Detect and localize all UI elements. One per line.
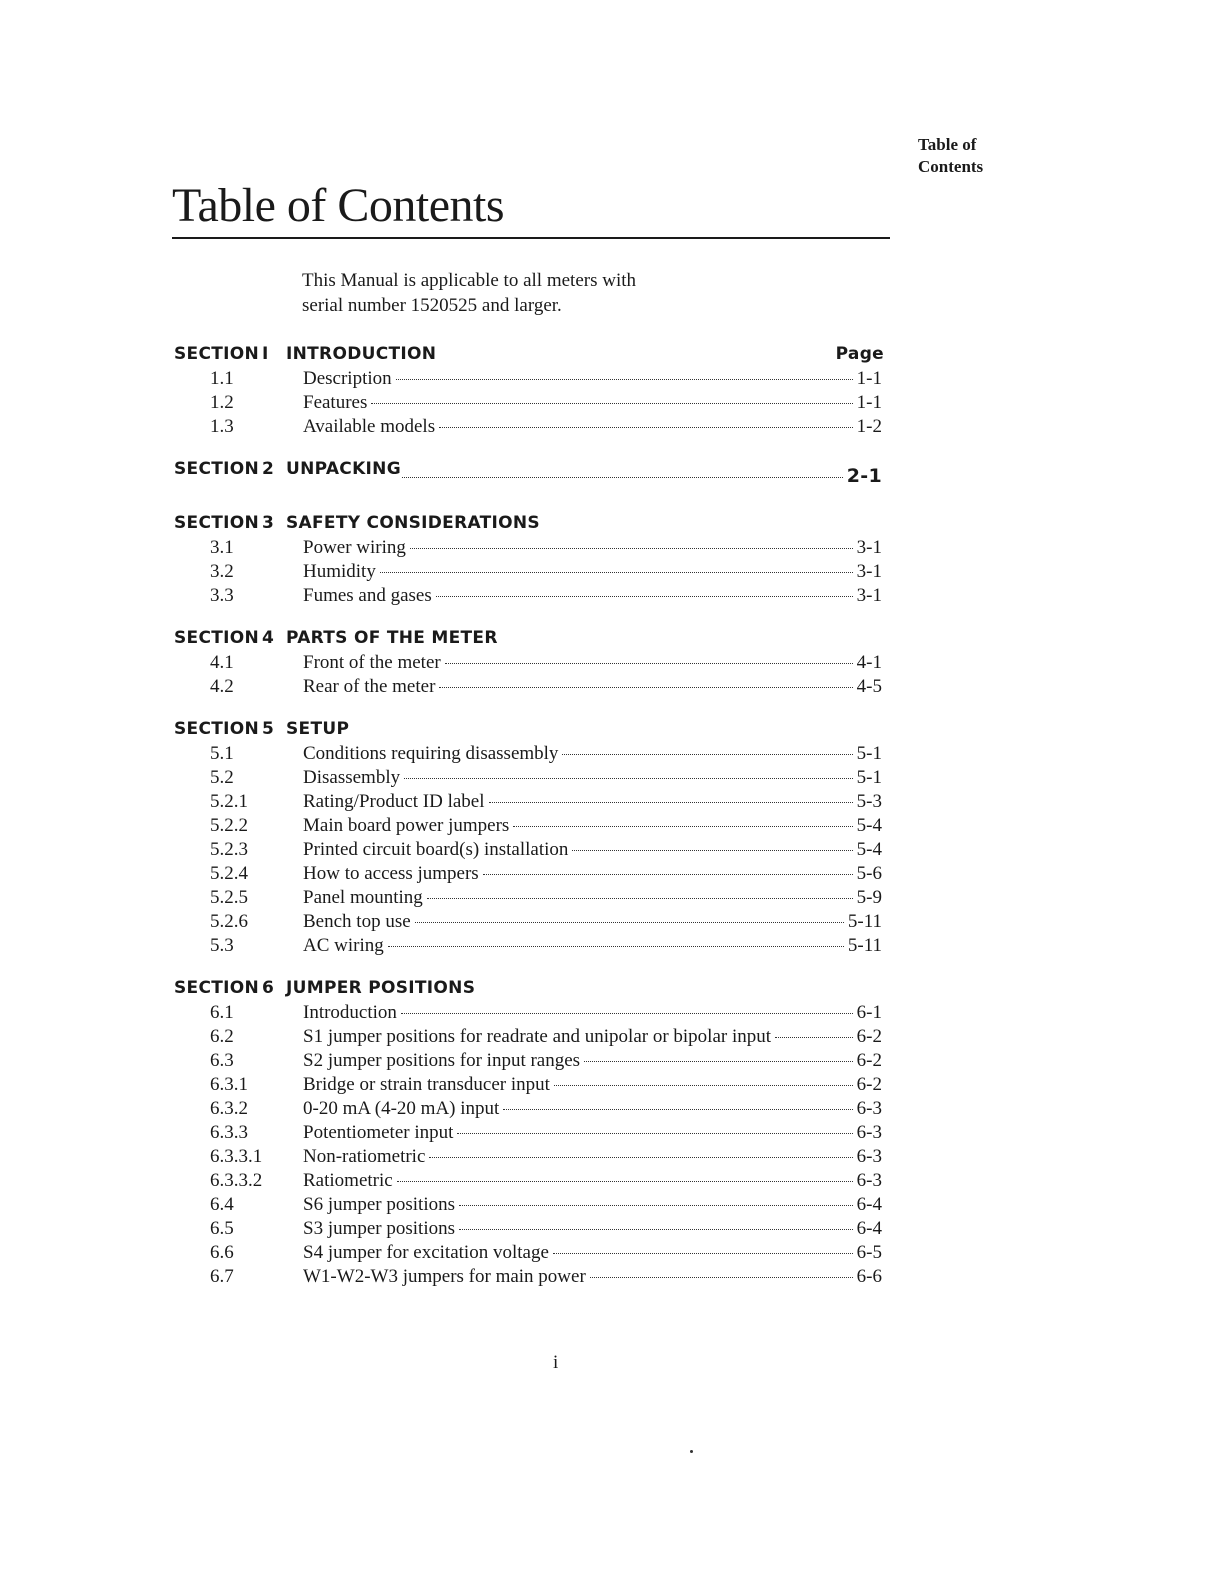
toc-entry [172,814,892,838]
toc-section [172,457,892,493]
dot-leader [397,1181,853,1182]
entry-line [303,1121,882,1145]
entry-page: 5-11 [847,935,882,956]
toc-section [172,976,892,1289]
section-title: SETUP [286,719,350,739]
dot-leader [436,596,853,597]
entry-line [303,1145,882,1169]
entry-label: Humidity [303,561,376,582]
entry-number: 4.2 [210,676,234,697]
entry-line [303,1169,882,1193]
toc-entry [172,1073,892,1097]
entry-line [303,584,882,608]
section-page-entry [398,465,882,489]
entry-page: 4-1 [856,652,882,673]
entry-page: 6-2 [856,1074,882,1095]
dot-leader [553,1253,853,1254]
toc-entry [172,1097,892,1121]
dot-leader [483,874,853,875]
entry-page: 6-3 [856,1098,882,1119]
entry-label: Potentiometer input [303,1122,454,1143]
entry-line [303,814,882,838]
section-title: SAFETY CONSIDERATIONS [286,513,540,533]
entry-label: Conditions requiring disassembly [303,743,559,764]
section-title: UNPACKING [286,459,401,479]
section-number: I [262,344,269,364]
section-heading [172,976,892,1001]
entry-page: 5-9 [856,887,882,908]
scan-speck [690,1450,693,1453]
entry-label: Printed circuit board(s) installation [303,839,569,860]
toc-entry [172,1121,892,1145]
entry-page: 6-3 [856,1122,882,1143]
entry-line [303,560,882,584]
entry-page: 5-1 [856,767,882,788]
toc-entry [172,1193,892,1217]
dot-leader [380,572,853,573]
section-number: 2 [262,459,275,479]
dot-leader [489,802,853,803]
entry-number: 5.2 [210,767,234,788]
entry-number: 5.2.3 [210,839,248,860]
toc-entry [172,838,892,862]
entry-page: 5-4 [856,815,882,836]
dot-leader [439,427,853,428]
entry-label: Fumes and gases [303,585,432,606]
dot-leader [410,548,853,549]
page-title: Table of Contents [172,179,505,232]
entry-label: Available models [303,416,436,437]
entry-line [303,651,882,675]
entry-label: W1-W2-W3 jumpers for main power [303,1266,586,1287]
dot-leader [513,826,852,827]
toc-entry [172,1145,892,1169]
entry-label: Rating/Product ID label [303,791,485,812]
entry-page: 6-2 [856,1026,882,1047]
entry-line [303,790,882,814]
dot-leader [415,922,844,923]
toc-entry [172,742,892,766]
entry-page: 6-5 [856,1242,882,1263]
dot-leader [590,1277,853,1278]
entry-number: 3.2 [210,561,234,582]
entry-label: AC wiring [303,935,384,956]
entry-number: 5.2.5 [210,887,248,908]
toc-entry [172,790,892,814]
section-heading [172,511,892,536]
toc-entry [172,1049,892,1073]
toc-entry [172,1169,892,1193]
entry-label: 0-20 mA (4-20 mA) input [303,1098,500,1119]
dot-leader [371,403,852,404]
entry-number: 6.3 [210,1050,234,1071]
entry-label: Bench top use [303,911,411,932]
dot-leader [404,778,853,779]
entry-line [303,886,882,910]
entry-line [303,1217,882,1241]
entry-label: Power wiring [303,537,406,558]
entry-page: 4-5 [856,676,882,697]
entry-page: 6-4 [856,1194,882,1215]
entry-label: S2 jumper positions for input ranges [303,1050,581,1071]
page-column-header: Page [835,344,884,364]
entry-page: 6-4 [856,1218,882,1239]
dot-leader [401,1013,853,1014]
entry-number: 6.3.3.2 [210,1170,263,1191]
entry-page: 5-6 [856,863,882,884]
entry-number: 6.6 [210,1242,234,1263]
section-heading [172,626,892,651]
entry-line [303,1265,882,1289]
toc-entry [172,766,892,790]
entry-page: 1-1 [856,392,882,413]
toc-entry [172,584,892,608]
toc-section [172,511,892,608]
section-word: SECTION [174,344,260,364]
entry-number: 6.3.3 [210,1122,248,1143]
entry-label: Rear of the meter [303,676,436,697]
entry-page: 5-1 [856,743,882,764]
entry-number: 5.2.4 [210,863,248,884]
section-word: SECTION [174,513,260,533]
entry-line [303,742,882,766]
section-word: SECTION [174,459,260,479]
dot-leader [396,379,853,380]
section-number: 3 [262,513,275,533]
entry-number: 5.2.2 [210,815,248,836]
entry-label: S1 jumper positions for readrate and unipolar or bipolar input [303,1026,772,1047]
entry-page: 3-1 [856,585,882,606]
dot-leader [459,1205,853,1206]
intro-line: serial number 1520525 and larger. [302,295,562,316]
dot-leader [584,1061,853,1062]
entry-page: 5-4 [856,839,882,860]
entry-line [303,1073,882,1097]
dot-leader [439,687,852,688]
section-word: SECTION [174,628,260,648]
entry-page: 6-3 [856,1170,882,1191]
entry-page: 6-6 [856,1266,882,1287]
entry-label: Ratiometric [303,1170,393,1191]
running-head-line: Contents [918,157,984,176]
section-heading [172,457,892,493]
entry-number: 3.3 [210,585,234,606]
toc-entry [172,1025,892,1049]
entry-line [303,934,882,958]
entry-number: 4.1 [210,652,234,673]
section-number: 6 [262,978,275,998]
dot-leader [562,754,852,755]
entry-page: 6-3 [856,1146,882,1167]
entry-number: 6.7 [210,1266,234,1287]
toc-entry [172,910,892,934]
entry-label: Introduction [303,1002,397,1023]
dot-leader [429,1157,852,1158]
toc-entry [172,1001,892,1025]
intro-line: This Manual is applicable to all meters with [302,270,637,291]
entry-label: Main board power jumpers [303,815,510,836]
entry-number: 6.3.1 [210,1074,248,1095]
toc-section [172,626,892,699]
entry-number: 6.3.3.1 [210,1146,263,1167]
entry-number: 1.1 [210,368,234,389]
dot-leader [775,1037,853,1038]
toc-entry [172,415,892,439]
section-heading [172,342,892,367]
section-title: JUMPER POSITIONS [286,978,476,998]
running-head-line: Table of [918,135,977,154]
toc-entry [172,367,892,391]
entry-page: 5-11 [847,911,882,932]
entry-page: 3-1 [856,537,882,558]
toc-entry [172,651,892,675]
entry-line [303,391,882,415]
entry-label: S3 jumper positions [303,1218,456,1239]
entry-line [303,1001,882,1025]
section-number: 5 [262,719,275,739]
entry-line [303,910,882,934]
section-title: INTRODUCTION [286,344,437,364]
entry-label: S4 jumper for excitation voltage [303,1242,549,1263]
entry-label: Non-ratiometric [303,1146,426,1167]
toc-entry [172,536,892,560]
entry-number: 5.1 [210,743,234,764]
toc-entry [172,934,892,958]
toc-entry [172,675,892,699]
entry-number: 6.2 [210,1026,234,1047]
entry-number: 5.2.1 [210,791,248,812]
entry-page: 5-3 [856,791,882,812]
dot-leader [457,1133,852,1134]
toc-entry [172,560,892,584]
entry-page: 2-1 [846,465,882,487]
entry-line [303,862,882,886]
entry-label: Panel mounting [303,887,423,908]
entry-line [303,1025,882,1049]
page-number: i [553,1352,559,1373]
entry-page: 1-2 [856,416,882,437]
toc-entry [172,1265,892,1289]
dot-leader [388,946,844,947]
entry-line [303,1097,882,1121]
dot-leader [503,1109,852,1110]
toc-entry [172,1241,892,1265]
entry-number: 5.2.6 [210,911,248,932]
entry-number: 5.3 [210,935,234,956]
entry-number: 1.3 [210,416,234,437]
entry-number: 6.1 [210,1002,234,1023]
running-head [918,134,1028,178]
entry-number: 6.4 [210,1194,234,1215]
section-word: SECTION [174,978,260,998]
entry-line [303,1049,882,1073]
entry-line [303,536,882,560]
title-rule [172,237,890,239]
entry-label: S6 jumper positions [303,1194,456,1215]
entry-number: 1.2 [210,392,234,413]
entry-line [303,675,882,699]
dot-leader [402,477,843,478]
entry-page: 6-1 [856,1002,882,1023]
dot-leader [445,663,853,664]
section-word: SECTION [174,719,260,739]
toc-entry [172,862,892,886]
entry-line [303,1193,882,1217]
toc-entry [172,391,892,415]
entry-label: Bridge or strain transducer input [303,1074,550,1095]
entry-number: 6.3.2 [210,1098,248,1119]
entry-line [303,766,882,790]
toc-entry [172,886,892,910]
section-heading [172,717,892,742]
entry-label: Features [303,392,368,413]
dot-leader [572,850,852,851]
entry-line [303,367,882,391]
entry-line [303,415,882,439]
dot-leader [459,1229,853,1230]
entry-number: 3.1 [210,537,234,558]
dot-leader [554,1085,853,1086]
section-title: PARTS OF THE METER [286,628,498,648]
toc-section [172,717,892,958]
entry-line [303,1241,882,1265]
toc-section [172,342,892,439]
section-number: 4 [262,628,275,648]
entry-page: 1-1 [856,368,882,389]
toc-entry [172,1217,892,1241]
dot-leader [427,898,853,899]
entry-page: 6-2 [856,1050,882,1071]
entry-line [303,838,882,862]
entry-label: Front of the meter [303,652,441,673]
entry-page: 3-1 [856,561,882,582]
table-of-contents [172,342,892,1307]
entry-label: Description [303,368,392,389]
entry-number: 6.5 [210,1218,234,1239]
entry-label: How to access jumpers [303,863,479,884]
entry-label: Disassembly [303,767,401,788]
intro-note [302,268,722,318]
